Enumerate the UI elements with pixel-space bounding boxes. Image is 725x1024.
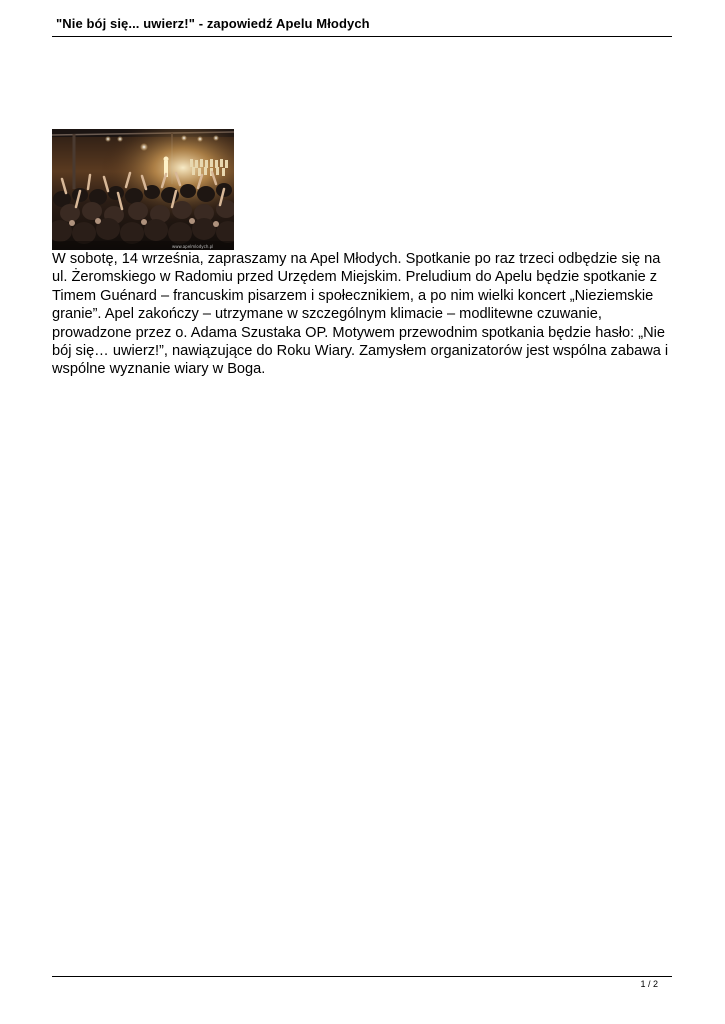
page-title: "Nie bój się... uwierz!" - zapowiedź Apelu Młodych	[56, 16, 370, 31]
page-number: 1 / 2	[640, 979, 658, 989]
article-line: granie”. Apel zakończy – utrzymane w szczególnym klimacie – modlitewne czuwanie,	[52, 306, 602, 323]
page-footer	[52, 976, 672, 989]
article-line: ul. Żeromskiego w Radomiu przed Urzędem Miejskim. Preludium do Apelu będzie spotkanie z	[52, 269, 658, 286]
article-line: prowadzone przez o. Adama Szustaka OP. Motywem przewodnim spotkania będzie hasło: „Nie	[52, 324, 665, 341]
article-line: wspólne wyznanie wiary w Boga.	[52, 361, 266, 378]
page-header	[52, 14, 672, 37]
concert-photo-illustration	[52, 129, 234, 250]
article-body	[52, 250, 682, 379]
article-line: Timem Guénard – francuskim pisarzem i społecznikiem, a po nim wielki koncert „Nieziemskie	[52, 287, 654, 304]
article-line: bój się… uwierz!”, nawiązujące do Roku Wiary. Zamysłem organizatorów jest wspólna zabawa i	[52, 343, 669, 360]
article-line: W sobotę, 14 września, zapraszamy na Apel Młodych. Spotkanie po raz trzeci odbędzie się na	[52, 251, 661, 267]
photo-watermark: www.apelmlodych.pl	[172, 244, 214, 249]
concert-crowd-photo	[52, 129, 234, 250]
